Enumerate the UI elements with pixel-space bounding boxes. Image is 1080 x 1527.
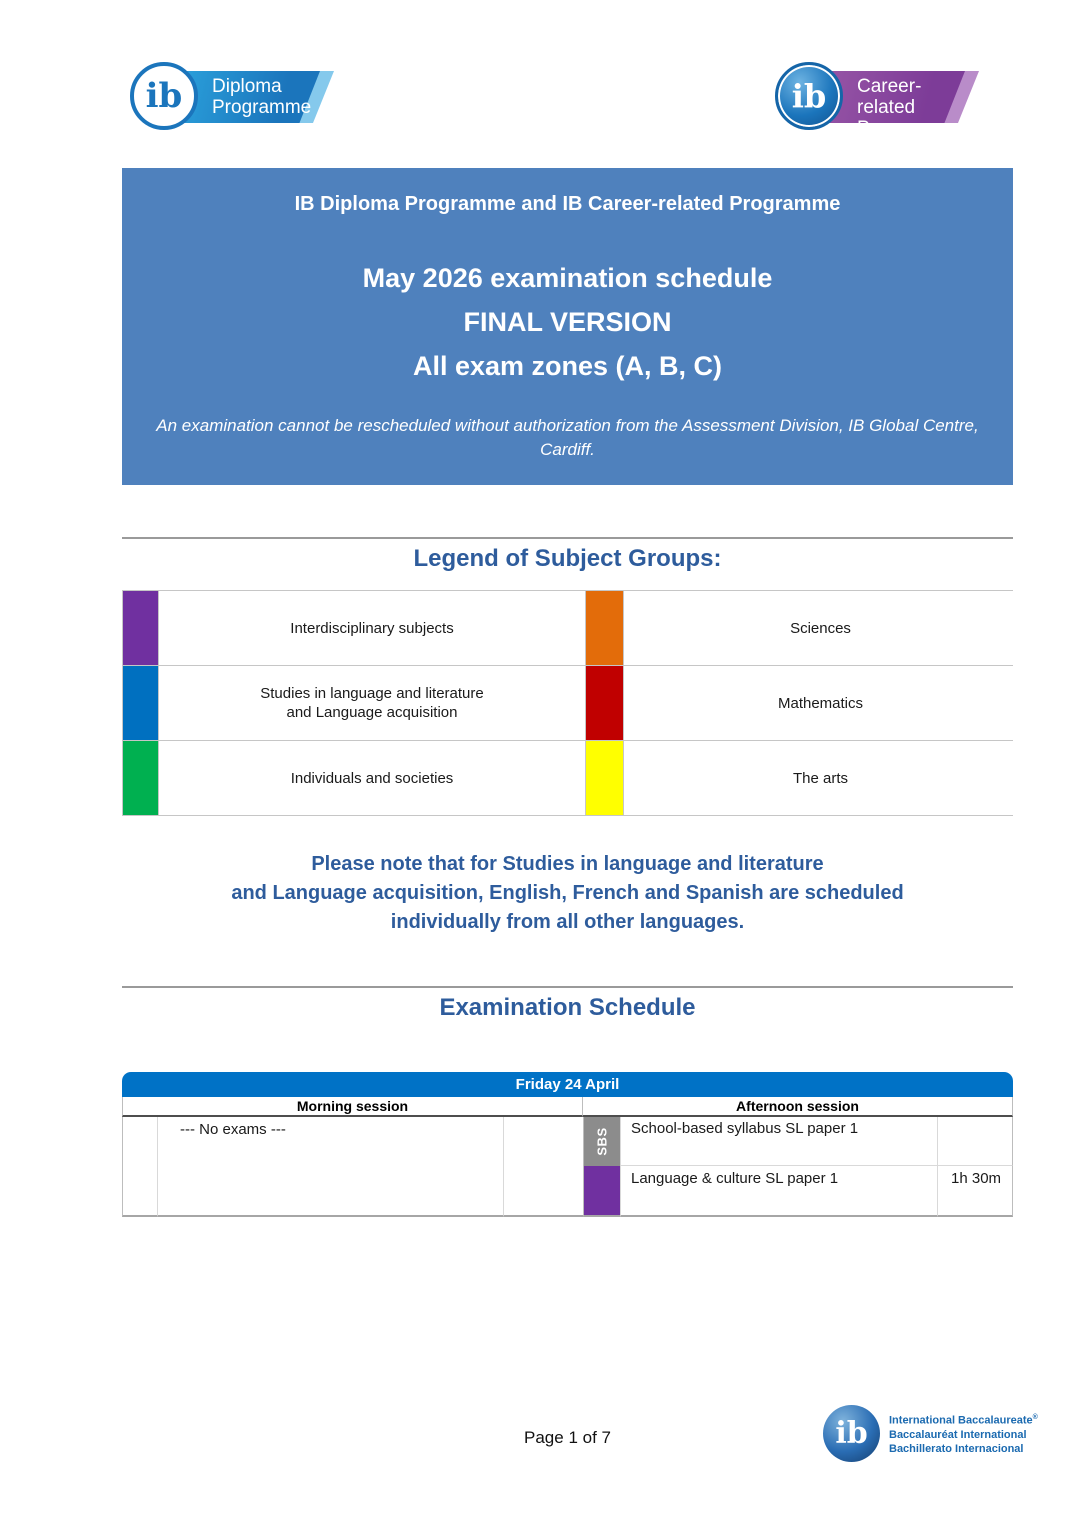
ib-monogram-icon bbox=[130, 62, 198, 130]
programme-line: Programme bbox=[857, 118, 957, 139]
diploma-line: Diploma bbox=[212, 76, 282, 97]
sbs-vertical-label: SBS bbox=[594, 1127, 610, 1156]
ib-monogram-text: ib bbox=[791, 77, 827, 115]
language-note-line1: Please note that for Studies in language and literature bbox=[311, 853, 824, 875]
career-related-line: Career-related bbox=[857, 76, 922, 118]
legend-label-mathematics: Mathematics bbox=[624, 666, 1017, 740]
morning-group-swatch-cell bbox=[122, 1117, 157, 1217]
language-note-line3: individually from all other languages. bbox=[390, 911, 745, 933]
reschedule-note-line1: An examination cannot be rescheduled without authorization from the Assessment Division, IB Global Centre, bbox=[156, 416, 979, 435]
interdisciplinary-group-swatch-cell bbox=[583, 1166, 620, 1217]
exam-day-table bbox=[122, 1072, 1013, 1217]
legend-table bbox=[122, 590, 1013, 816]
registered-trademark-symbol: ® bbox=[1032, 1414, 1038, 1422]
ib-footer-logo bbox=[823, 1405, 1038, 1462]
ib-wordmark-line1: International Baccalaureate® bbox=[889, 1414, 1038, 1427]
morning-session-header: Morning session bbox=[122, 1097, 583, 1117]
language-scheduling-note bbox=[122, 850, 1013, 937]
programme-line: Programme bbox=[212, 97, 312, 118]
legend-label-languages-line2: and Language acquisition bbox=[286, 704, 458, 721]
exam-duration-cell bbox=[937, 1117, 1013, 1166]
legend-heading: Legend of Subject Groups: bbox=[413, 545, 722, 572]
section-divider bbox=[122, 537, 1013, 539]
legend-label-interdisciplinary: Interdisciplinary subjects bbox=[159, 591, 585, 665]
exam-zones-title: All exam zones (A, B, C) bbox=[412, 351, 723, 381]
ib-wordmark-line2: Baccalauréat International bbox=[889, 1428, 1027, 1441]
header-logos-row bbox=[122, 62, 1013, 139]
diploma-programme-label bbox=[212, 76, 311, 118]
legend-swatch-interdisciplinary bbox=[123, 591, 158, 665]
legend-swatch-sciences bbox=[586, 591, 623, 665]
exam-name-cell: Language & culture SL paper 1 bbox=[620, 1166, 937, 1217]
exam-date-header: Friday 24 April bbox=[122, 1072, 1013, 1097]
final-version-title: FINAL VERSION bbox=[463, 307, 672, 337]
legend-swatch-languages bbox=[123, 666, 158, 740]
title-banner bbox=[122, 168, 1013, 485]
language-note-line2: and Language acquisition, English, French and Spanish are scheduled bbox=[231, 882, 904, 904]
morning-no-exams-cell: --- No exams --- bbox=[157, 1117, 503, 1217]
legend-swatch-mathematics bbox=[586, 666, 623, 740]
legend-label-sciences: Sciences bbox=[624, 591, 1017, 665]
legend-label-arts: The arts bbox=[624, 741, 1017, 815]
ib-monogram-text: ib bbox=[145, 76, 183, 116]
legend-label-individuals: Individuals and societies bbox=[159, 741, 585, 815]
sbs-group-swatch-cell bbox=[583, 1117, 620, 1166]
exam-duration-cell: 1h 30m bbox=[937, 1166, 1013, 1217]
legend-label-languages bbox=[159, 666, 585, 740]
ib-monogram-icon bbox=[775, 62, 843, 130]
legend-label-languages-line1: Studies in language and literature bbox=[260, 685, 484, 702]
banner-titles bbox=[122, 256, 1013, 388]
career-related-programme-label bbox=[857, 76, 979, 139]
ib-wordmark-line3: Bachillerato Internacional bbox=[889, 1442, 1024, 1455]
ib-career-related-programme-logo bbox=[775, 62, 980, 139]
section-divider bbox=[122, 986, 1013, 988]
ib-sphere-icon bbox=[823, 1405, 880, 1462]
exam-schedule-heading: Examination Schedule bbox=[439, 994, 696, 1021]
ib-wordmark bbox=[889, 1411, 1038, 1456]
document-content bbox=[122, 62, 1013, 1217]
afternoon-session-header: Afternoon session bbox=[583, 1097, 1013, 1117]
page-footer bbox=[0, 1400, 1080, 1490]
programmes-line: IB Diploma Programme and IB Career-related Programme bbox=[294, 193, 841, 215]
legend-swatch-individuals bbox=[123, 741, 158, 815]
schedule-title: May 2026 examination schedule bbox=[362, 263, 773, 293]
morning-duration-cell bbox=[503, 1117, 583, 1217]
page-number-label: Page 1 of 7 bbox=[524, 1428, 611, 1447]
exam-name-cell: School-based syllabus SL paper 1 bbox=[620, 1117, 937, 1166]
legend-swatch-arts bbox=[586, 741, 623, 815]
reschedule-note-line2: Cardiff. bbox=[540, 440, 595, 459]
ib-monogram-text: ib bbox=[835, 1416, 868, 1451]
ib-diploma-programme-logo bbox=[130, 62, 335, 132]
reschedule-note bbox=[122, 414, 1013, 462]
